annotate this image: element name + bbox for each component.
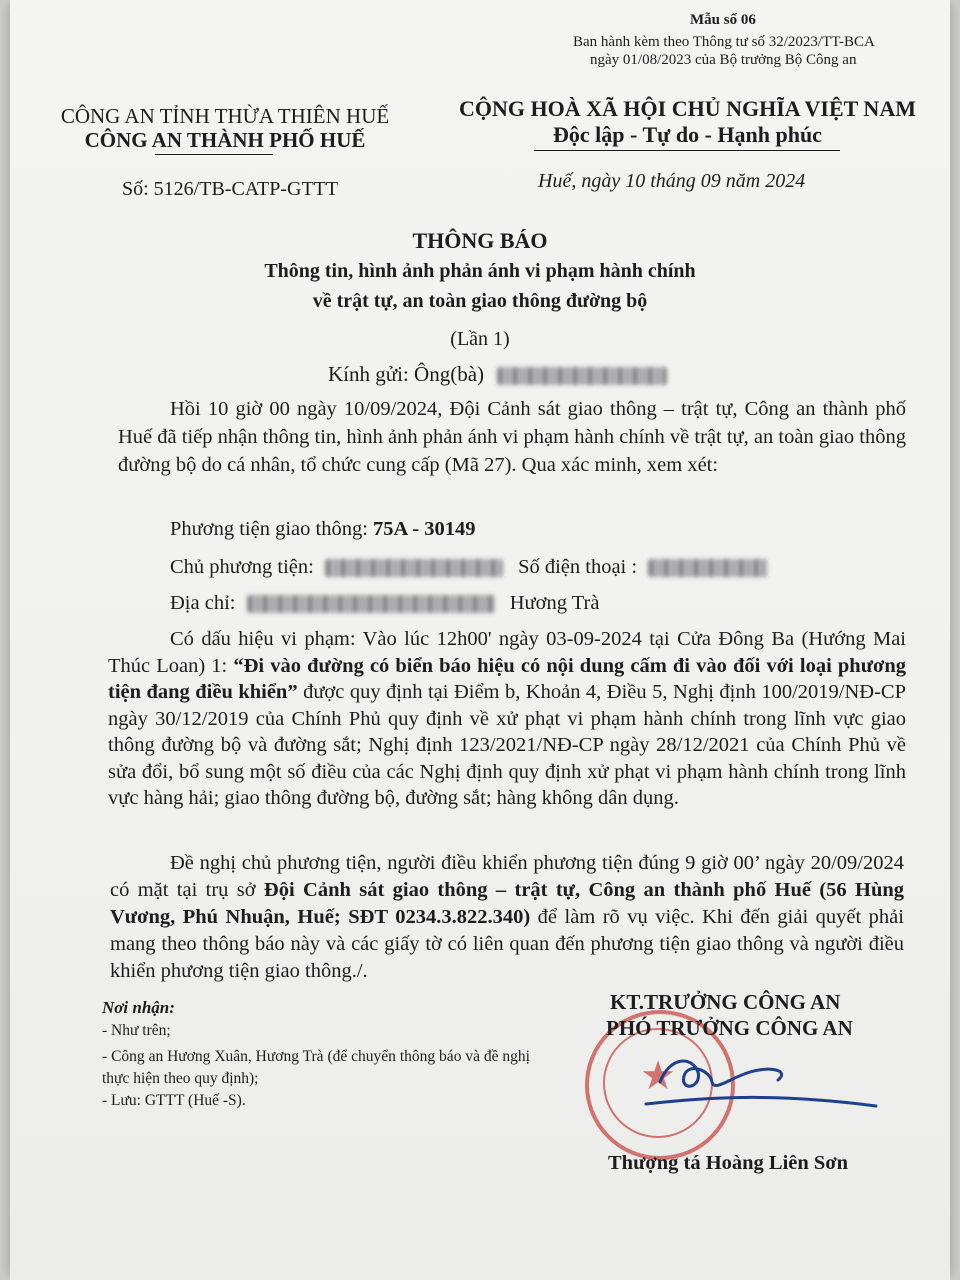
attempt-label: (Lần 1) [450,328,510,350]
signature-title-2: PHÓ TRƯỞNG CÔNG AN [606,1016,853,1040]
form-issued-line1: Ban hành kèm theo Thông tư số 32/2023/TT-BCA [573,34,875,50]
request-suffix: để làm rõ vụ việc. Khi đến giải quyết phải mang theo thông báo này và các giấy tờ có liên quan đến phương tiện giao thông và người điều khiển phương tiện giao thông./. [110,906,904,982]
document-title: THÔNG BÁO [412,228,548,253]
violation-legal-basis: được quy định tại Điểm b, Khoản 4, Điều 5, Nghị định 100/2019/NĐ-CP ngày 30/12/2019 của Chính Phủ quy định về xử phạt vi phạm hành chính trong lĩnh vực giao thông đường bộ và đường sắt; Nghị định 123/2021/NĐ-CP ngày 28/12/2021 của Chính Phủ về sửa đổi, bổ sung một số điều của các Nghị định quy định xử phạt vi phạm hành chính trong lĩnh vực hàng hải; giao thông đường bộ, đường sắt; hàng không dân dụng. [108,681,906,809]
owner-label: Chủ phương tiện: [170,556,314,578]
signer-name: Thượng tá Hoàng Liên Sơn [608,1152,849,1174]
seal-star-icon: ★ [640,1053,676,1098]
owner-line [170,556,768,579]
vehicle-label: Phương tiện giao thông: [170,518,368,540]
signature-title-1: KT.TRƯỞNG CÔNG AN [610,990,841,1014]
recipient-label: Kính gửi: Ông(bà) [328,362,485,386]
violation-prefix: Có dấu hiệu vi phạm: Vào lúc 12h00' ngày 03-09-2024 tại Cửa Đông Ba (Hướng Mai Thúc Loan) 1: [108,628,906,677]
redacted-address [247,595,495,613]
address-line [170,592,599,615]
redacted-recipient-name [497,367,667,385]
recipients-title: Nơi nhận: [102,998,175,1017]
place-date: Huế, ngày 10 tháng 09 năm 2024 [538,170,806,192]
handwritten-signature [640,1048,880,1128]
nation-motto: Độc lập - Tự do - Hạnh phúc [553,122,822,147]
recipient-item: - Lưu: GTTT (Huế -S). [102,1092,246,1109]
intro-paragraph: Hồi 10 giờ 00 ngày 10/09/2024, Đội Cảnh sát giao thông – trật tự, Công an thành phố Huế đã tiếp nhận thông tin, hình ảnh phản ánh vi phạm hành chính về trật tự, an toàn giao thông đường bộ do cá nhân, tổ chức cung cấp (Mã 27). Qua xác minh, xem xét: [118,398,906,476]
motto-underline [534,150,840,151]
phone-label: Số điện thoại : [518,556,638,578]
redacted-phone [648,559,768,577]
request-location: Đội Cảnh sát giao thông – trật tự, Công an thành phố Huế (56 Hùng Vương, Phú Nhuận, Huế; SĐT 0234.3.822.340) [110,879,905,928]
vehicle-plate: 75A - 30149 [373,518,476,540]
recipient-item: - Như trên; [102,1022,171,1039]
form-number: Mẫu số 06 [690,12,756,28]
nation-name: CỘNG HOÀ XÃ HỘI CHỦ NGHĨA VIỆT NAM [459,96,916,121]
violation-paragraph [108,626,906,812]
title-line-1: Thông tin, hình ảnh phản ánh vi phạm hành chính [264,260,696,282]
request-prefix: Đề nghị chủ phương tiện, người điều khiển phương tiện đúng 9 giờ 00’ ngày 20/09/2024 có mặt tại trụ sở [110,852,904,901]
title-line-2: về trật tự, an toàn giao thông đường bộ [312,290,648,312]
request-paragraph [110,850,904,985]
vehicle-line [170,518,476,541]
form-issued-line2: ngày 01/08/2023 của Bộ trưởng Bộ Công an [590,52,857,68]
recipient-line [328,362,667,387]
document-number: Số: 5126/TB-CATP-GTTT [122,178,339,200]
agency-underline [155,154,273,155]
violation-description: “Đi vào đường có biển báo hiệu có nội dung cấm đi vào đối với loại phương tiện đang điều khiển” [108,654,906,703]
agency-parent: CÔNG AN TỈNH THỪA THIÊN HUẾ [60,104,390,128]
recipient-item: - Công an Hương Xuân, Hương Trà (để chuyển thông báo và đề nghị thực hiện theo quy định); [102,1048,530,1087]
address-label: Địa chỉ: [170,592,236,614]
redacted-owner-name [325,559,503,577]
address-district: Hương Trà [509,592,600,614]
document-page [10,0,950,1280]
agency-name: CÔNG AN THÀNH PHỐ HUẾ [84,128,366,152]
